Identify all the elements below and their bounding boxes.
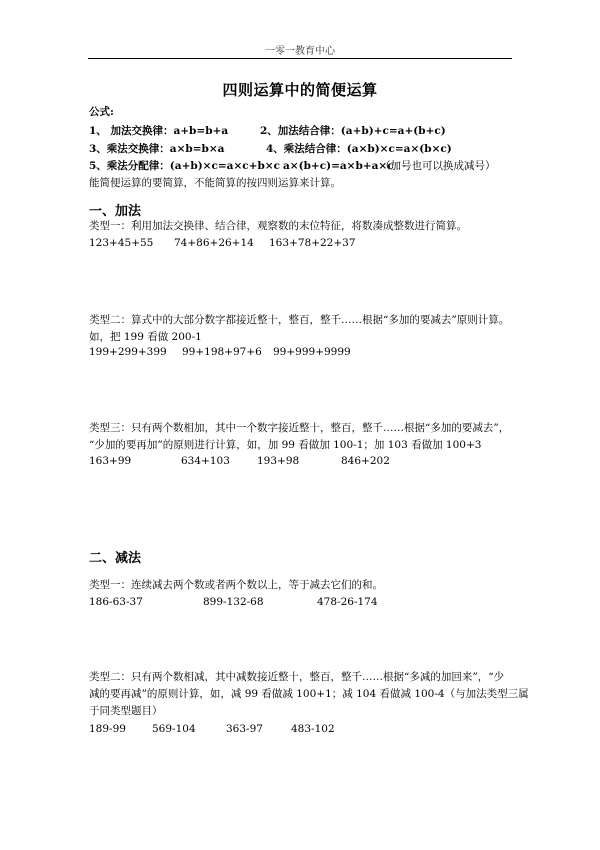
formula-distributive-variant: a×(b+c)=a×b+a×c (283, 160, 394, 172)
addition-type1-desc: 类型一：利用加法交换律、结合律，观察数的末位特征，将数凑成整数进行简算。 (89, 220, 467, 232)
formula-rule: 能简便运算的要简算，不能简算的按四则运算来计算。 (89, 177, 341, 189)
problem: 483-102 (291, 723, 335, 735)
formulas-label: 公式: (89, 106, 114, 118)
subtraction-type2-desc-cont: 减的要再减”的原则计算，如，减 99 看做减 100+1；减 104 看做减 100-4（与加法类型三属 (89, 688, 529, 700)
problem: 99+999+9999 (273, 346, 351, 358)
addition-type3-desc-cont: “少加的要再加”的原则进行计算，如，加 99 看做加 100-1；加 103 看做加 100+3 (89, 439, 482, 451)
section-heading-addition: 一、加法 (89, 204, 142, 219)
page-header: 一零一教育中心 (265, 46, 335, 57)
formula-multiplication-associative: 4、乘法结合律：(a×b)×c=a×(b×c) (266, 143, 452, 155)
problem: 163+99 (89, 455, 132, 467)
subtraction-type2-desc: 类型二：只有两个数相减，其中减数接近整十，整百，整千……根据“多减的加回来”，“少 (89, 671, 505, 683)
problem: 74+86+26+14 (174, 237, 254, 249)
formula-addition-associative: 2、加法结合律：(a+b)+c=a+(b+c) (260, 125, 446, 137)
formula-addition-commutative: 1、 加法交换律：a+b=b+a (89, 125, 229, 137)
subtraction-type2-desc-end: 于同类型题目） (89, 705, 163, 717)
problem: 186-63-37 (89, 596, 143, 608)
problem: 163+78+22+37 (269, 237, 356, 249)
problem: 199+299+399 (89, 346, 167, 358)
problem: 189-99 (89, 723, 126, 735)
section-heading-subtraction: 二、减法 (89, 551, 142, 566)
problem: 99+198+97+6 (182, 346, 262, 358)
page-title: 四则运算中的简便运算 (222, 81, 378, 99)
problem: 846+202 (341, 455, 390, 467)
problem: 899-132-68 (203, 596, 264, 608)
header-divider (88, 58, 512, 59)
addition-type3-desc: 类型三：只有两个数相加，其中一个数字接近整十，整百，整千……根据“多加的要减去”， (89, 422, 510, 434)
problem: 478-26-174 (317, 596, 378, 608)
formula-note: （加号也可以换成减号） (380, 160, 496, 172)
formula-multiplication-commutative: 3、乘法交换律：a×b=b×a (89, 143, 225, 155)
formula-distributive: 5、乘法分配律：(a+b)×c=a×c+b×c (89, 160, 280, 172)
problem: 634+103 (181, 455, 230, 467)
problem: 569-104 (152, 723, 196, 735)
subtraction-type1-desc: 类型一：连续减去两个数或者两个数以上，等于减去它们的和。 (89, 579, 383, 591)
problem: 363-97 (226, 723, 263, 735)
addition-type2-desc: 类型二：算式中的大部分数字都接近整十，整百，整千……根据“多加的要减去”原则计算。 (89, 314, 510, 326)
addition-type2-example: 如，把 199 看做 200-1 (89, 331, 202, 343)
problem: 193+98 (257, 455, 300, 467)
problem: 123+45+55 (89, 237, 154, 249)
